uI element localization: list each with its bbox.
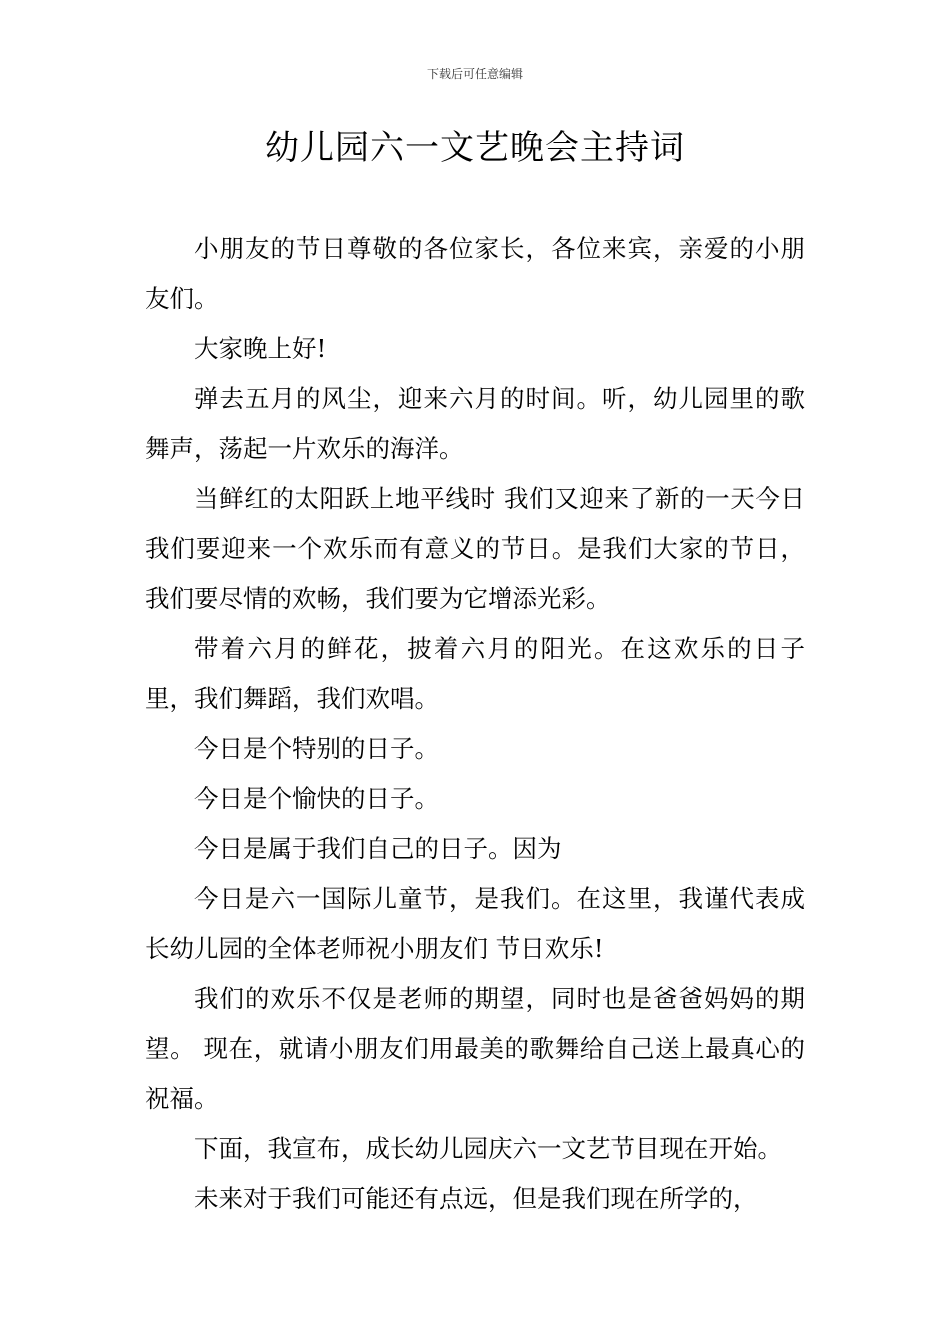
paragraph: 弹去五月的风尘，迎来六月的时间。听，幼儿园里的歌舞声，荡起一片欢乐的海洋。 <box>145 384 805 463</box>
document-body <box>145 224 805 1224</box>
paragraph: 未来对于我们可能还有点远，但是我们现在所学的， <box>194 1184 758 1213</box>
paragraph: 我们的欢乐不仅是老师的期望，同时也是爸爸妈妈的期望。 现在，就请小朋友们用最美的歌舞给自己送上最真心的祝福。 <box>145 984 805 1113</box>
header-note: 下载后可任意编辑 <box>426 67 523 81</box>
paragraph: 当鲜红的太阳跃上地平线时 我们又迎来了新的一天今日我们要迎来一个欢乐而有意义的节日。是我们大家的节日，我们要尽情的欢畅，我们要为它增添光彩。 <box>145 484 805 613</box>
paragraph: 大家晚上好! <box>194 334 327 363</box>
paragraph: 带着六月的鲜花，披着六月的阳光。在这欢乐的日子里，我们舞蹈，我们欢唱。 <box>145 634 805 713</box>
paragraph: 小朋友的节日尊敬的各位家长，各位来宾，亲爱的小朋友们。 <box>145 234 805 313</box>
document-title: 幼儿园六一文艺晚会主持词 <box>265 128 685 168</box>
paragraph: 今日是个特别的日子。 <box>194 734 439 763</box>
paragraph: 今日是属于我们自己的日子。因为 <box>194 834 562 863</box>
paragraph: 下面，我宣布，成长幼儿园庆六一文艺节目现在开始。 <box>194 1134 782 1163</box>
paragraph: 今日是个愉快的日子。 <box>194 784 439 813</box>
paragraph: 今日是六一国际儿童节，是我们。在这里，我谨代表成长幼儿园的全体老师祝小朋友们 节日欢乐! <box>145 884 805 963</box>
